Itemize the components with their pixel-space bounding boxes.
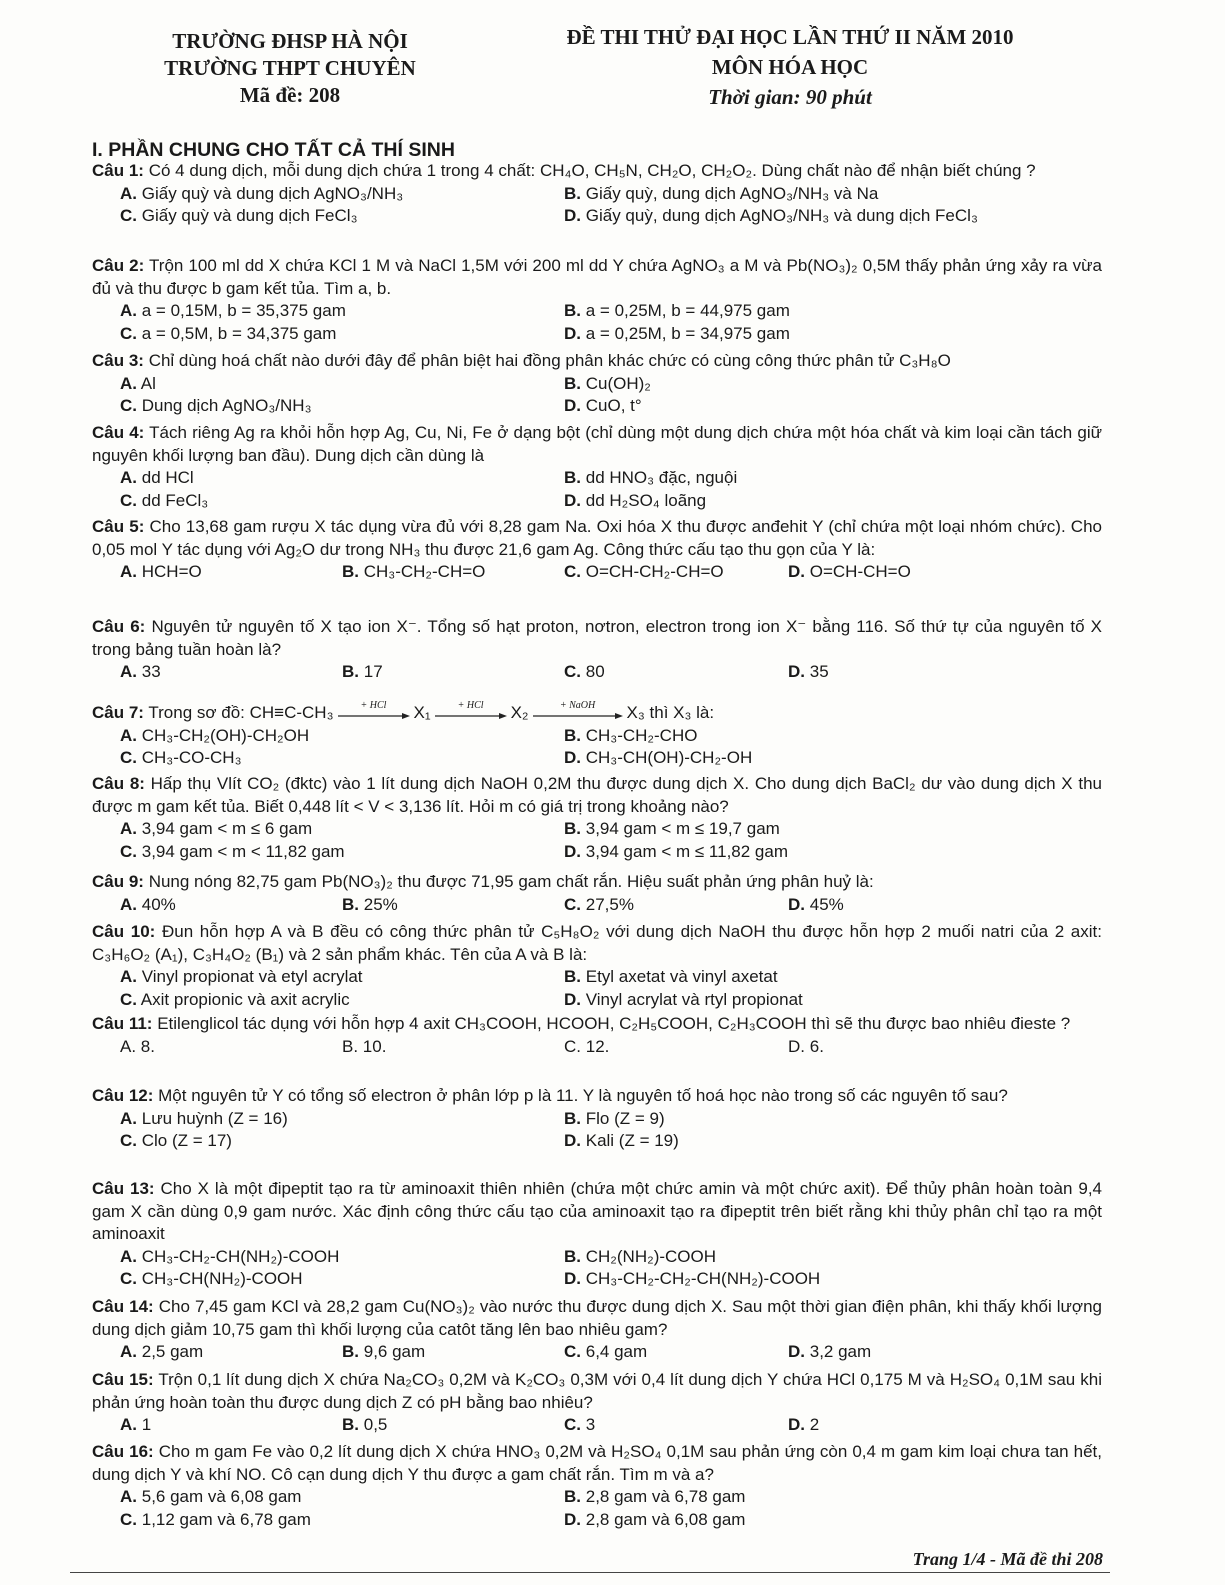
- option-c[interactable]: C. dd FeCl₃: [120, 490, 209, 510]
- question-label: Câu 3:: [92, 351, 144, 370]
- option-c[interactable]: C. 27,5%: [564, 894, 634, 914]
- question-label: Câu 14:: [92, 1297, 154, 1316]
- question-text: Nguyên tử nguyên tố X tạo ion X⁻. Tổng số hạt proton, nơtron, electron trong ion X⁻ bằng 116. Số thứ tự của nguyên tố X trong bảng tuần hoàn là?: [92, 617, 1102, 659]
- question-3: [92, 350, 1102, 418]
- question-text: Etilenglicol tác dụng với hỗn hợp 4 axit CH₃COOH, HCOOH, C₂H₅COOH, C₂H₃COOH thì sẽ thu được bao nhiêu đieste ?: [152, 1014, 1071, 1033]
- question-label: Câu 6:: [92, 617, 146, 636]
- option-d[interactable]: D. 2,8 gam và 6,08 gam: [564, 1509, 746, 1529]
- exam-subject: MÔN HÓA HỌC: [711, 55, 869, 79]
- question-label: Câu 12:: [92, 1086, 154, 1105]
- option-d[interactable]: D. CuO, t°: [564, 396, 642, 415]
- option-a[interactable]: A. 1: [120, 1415, 152, 1434]
- option-a[interactable]: A. 8.: [120, 1036, 155, 1056]
- exam-time: Thời gian: 90 phút: [708, 85, 872, 109]
- question-text: Có 4 dung dịch, mỗi dung dịch chứa 1 trong 4 chất: CH₄O, CH₅N, CH₂O, CH₂O₂. Dùng chất nào để nhận biết chúng ?: [143, 161, 1036, 180]
- option-a[interactable]: A. Giấy quỳ và dung dịch AgNO₃/NH₃: [120, 183, 404, 203]
- option-c[interactable]: C. a = 0,5M, b = 34,375 gam: [120, 323, 337, 343]
- exam-header: [530, 22, 1050, 112]
- question-text: Đun hỗn hợp A và B đều có công thức phân tử C₅H₈O₂ với dung dịch NaOH thu được hỗn hợp 2 muối natri của 2 axit: C₃H₆O₂ (A₁), C₃H₄O₂ (B₁) và 2 sản phẩm khác. Tên của A và B là:: [92, 922, 1102, 964]
- option-d[interactable]: D. CH₃-CH(OH)-CH₂-OH: [564, 748, 753, 767]
- exam-code: Mã đề: 208: [239, 83, 341, 107]
- section-title: I. PHẦN CHUNG CHO TẤT CẢ THÍ SINH: [92, 139, 455, 161]
- option-b[interactable]: B. 3,94 gam < m ≤ 19,7 gam: [564, 819, 780, 838]
- option-a[interactable]: A. dd HCl: [120, 468, 194, 487]
- question-label: Câu 4:: [92, 423, 145, 442]
- option-d[interactable]: D. CH₃-CH₂-CH₂-CH(NH₂)-COOH: [564, 1269, 821, 1288]
- question-text: Cho X là một đipeptit tạo ra từ aminoaxit thiên nhiên (chứa một chức amin và một chức axit). Để thủy phân hoàn toàn 9,4 gam X cần dùng 0,9 gam nước. Xác định công thức cấu tạo của aminoaxit tạo ra đipeptit trên biết rằng khi thủy phân chỉ tạo ra một aminoaxit: [92, 1179, 1102, 1243]
- question-12: [92, 1085, 1102, 1153]
- option-a[interactable]: A. CH₃-CH₂(OH)-CH₂OH: [120, 725, 310, 745]
- option-b[interactable]: B. CH₃-CH₂-CHO: [564, 725, 698, 745]
- question-label: Câu 16:: [92, 1442, 154, 1461]
- option-c[interactable]: C. 3: [564, 1415, 596, 1434]
- option-d[interactable]: D. 3,94 gam < m ≤ 11,82 gam: [564, 841, 788, 861]
- question-text: Cho 7,45 gam KCl và 28,2 gam Cu(NO₃)₂ vào nước thu được dung dịch X. Sau một thời gian điện phân, khi thấy khối lượng dung dịch giảm 10,75 gam thì khối lượng của catôt tăng lên bao nhiêu gam?: [92, 1297, 1102, 1339]
- option-a[interactable]: A. 3,94 gam < m ≤ 6 gam: [120, 819, 313, 838]
- question-text: Trộn 0,1 lít dung dịch X chứa Na₂CO₃ 0,2M và K₂CO₃ 0,3M với 0,4 lít dung dịch Y chứa HCl 0,175 M và H₂SO₄ 0,1M sau khi phản ứng hoàn toàn thu được dung dịch Z có pH bằng bao nhiêu?: [92, 1370, 1102, 1412]
- question-label: Câu 15:: [92, 1370, 154, 1389]
- option-a[interactable]: A. 5,6 gam và 6,08 gam: [120, 1487, 302, 1506]
- option-a[interactable]: A. 33: [120, 662, 161, 681]
- option-a[interactable]: A. Vinyl propionat và etyl acrylat: [120, 967, 363, 986]
- option-c[interactable]: C. CH₃-CH(NH₂)-COOH: [120, 1269, 303, 1288]
- option-c[interactable]: C. O=CH-CH₂-CH=O: [564, 562, 724, 581]
- question-label: Câu 2:: [92, 256, 145, 275]
- question-label: Câu 11:: [92, 1014, 153, 1033]
- option-b[interactable]: B. 0,5: [342, 1415, 388, 1434]
- option-b[interactable]: B. 2,8 gam và 6,78 gam: [564, 1487, 746, 1506]
- option-d[interactable]: D. Vinyl acrylat và rtyl propionat: [564, 989, 803, 1009]
- school-name: TRƯỜNG ĐHSP HÀ NỘI: [172, 29, 408, 53]
- option-b[interactable]: B. 25%: [342, 894, 398, 914]
- option-d[interactable]: D. a = 0,25M, b = 34,975 gam: [564, 323, 790, 343]
- option-b[interactable]: B. Flo (Z = 9): [564, 1108, 665, 1128]
- option-d[interactable]: D. 6.: [788, 1036, 824, 1056]
- question-label: Câu 9:: [92, 872, 144, 891]
- option-d[interactable]: D. 45%: [788, 894, 844, 914]
- option-b[interactable]: B. 10.: [342, 1036, 387, 1056]
- option-a[interactable]: A. 40%: [120, 894, 176, 914]
- question-7: [92, 699, 1102, 770]
- footer-rule: [70, 1572, 1110, 1573]
- reaction-scheme: Câu 7: Trong sơ đồ: CH≡C-CH₃ + HCl X₁ + HCl X₂ + NaOH X₃ thì X₃ là:: [92, 699, 715, 722]
- option-a[interactable]: A. 2,5 gam: [120, 1342, 204, 1361]
- reaction-arrow: + HCl: [338, 705, 410, 723]
- question-10: [92, 921, 1102, 1011]
- question-15: [92, 1369, 1102, 1437]
- question-label: Câu 1:: [92, 161, 144, 180]
- option-d[interactable]: D. dd H₂SO₄ loãng: [564, 490, 707, 510]
- exam-title: ĐỀ THI THỬ ĐẠI HỌC LẦN THỨ II NĂM 2010: [566, 25, 1014, 49]
- option-a[interactable]: A. Al: [120, 373, 156, 393]
- option-b[interactable]: B. 17: [342, 662, 383, 681]
- question-4: [92, 422, 1102, 512]
- question-16: [92, 1441, 1102, 1531]
- option-b[interactable]: B. Cu(OH)₂: [564, 373, 651, 393]
- question-label: Câu 8:: [92, 774, 145, 793]
- question-text: Một nguyên tử Y có tổng số electron ở phân lớp p là 11. Y là nguyên tố hoá học nào trong số các nguyên tố sau?: [153, 1086, 1008, 1105]
- option-c[interactable]: C. Giấy quỳ và dung dịch FeCl₃: [120, 206, 358, 225]
- option-c[interactable]: C. 3,94 gam < m < 11,82 gam: [120, 841, 345, 861]
- option-b[interactable]: B. a = 0,25M, b = 44,975 gam: [564, 301, 790, 320]
- question-13: [92, 1178, 1102, 1291]
- option-b[interactable]: B. Giấy quỳ, dung dịch AgNO₃/NH₃ và Na: [564, 183, 879, 203]
- question-text: Tách riêng Ag ra khỏi hỗn hợp Ag, Cu, Ni, Fe ở dạng bột (chỉ dùng một dung dịch chứa một hóa chất và kim loại cần tách giữ nguyên khối lượng ban đầu). Dung dịch cần dùng là: [92, 423, 1102, 465]
- option-d[interactable]: D. 35: [788, 662, 829, 681]
- question-9: [92, 871, 1102, 916]
- option-c[interactable]: C. Dung dịch AgNO₃/NH₃: [120, 396, 312, 415]
- option-d[interactable]: D. Kali (Z = 19): [564, 1131, 679, 1150]
- option-c[interactable]: C. 6,4 gam: [564, 1342, 648, 1361]
- question-text: Nung nóng 82,75 gam Pb(NO₃)₂ thu được 71,95 gam chất rắn. Hiệu suất phản ứng phân huỷ là:: [143, 872, 874, 891]
- option-b[interactable]: B. Etyl axetat và vinyl axetat: [564, 967, 778, 986]
- option-b[interactable]: B. CH₃-CH₂-CH=O: [342, 562, 486, 581]
- question-text: Chỉ dùng hoá chất nào dưới đây để phân biệt hai đồng phân khác chức có cùng công thức phân tử C₃H₈O: [143, 351, 951, 370]
- option-d[interactable]: D. 3,2 gam: [788, 1342, 872, 1361]
- question-text: Cho m gam Fe vào 0,2 lít dung dịch X chứa HNO₃ 0,2M và H₂SO₄ 0,1M sau phản ứng còn 0,4 m gam kim loại chưa tan hết, dung dịch Y và khí NO. Cô cạn dung dịch Y thu được a gam chất rắn. Tìm m và a?: [92, 1442, 1102, 1484]
- option-c[interactable]: C. Axit propionic và axit acrylic: [120, 989, 350, 1009]
- question-label: Câu 10:: [92, 922, 156, 941]
- option-b[interactable]: B. CH₂(NH₂)-COOH: [564, 1246, 717, 1266]
- option-b[interactable]: B. dd HNO₃ đặc, nguội: [564, 468, 738, 487]
- question-2: [92, 255, 1102, 345]
- school-header: [150, 28, 430, 109]
- option-d[interactable]: D. O=CH-CH=O: [788, 562, 911, 581]
- option-c[interactable]: C. CH₃-CO-CH₃: [120, 748, 242, 767]
- option-c[interactable]: C. Clo (Z = 17): [120, 1131, 232, 1150]
- option-c[interactable]: C. 12.: [564, 1036, 610, 1056]
- option-c[interactable]: C. 80: [564, 662, 605, 681]
- option-a[interactable]: A. CH₃-CH₂-CH(NH₂)-COOH: [120, 1246, 340, 1266]
- option-d[interactable]: D. Giấy quỳ, dung dịch AgNO₃/NH₃ và dung dịch FeCl₃: [564, 206, 978, 225]
- page-footer: Trang 1/4 - Mã đề thi 208: [912, 1549, 1103, 1569]
- option-b[interactable]: B. 9,6 gam: [342, 1342, 426, 1361]
- school-sub-name: TRƯỜNG THPT CHUYÊN: [164, 56, 416, 80]
- question-8: [92, 773, 1102, 863]
- question-text: Hấp thụ Vlít CO₂ (đktc) vào 1 lít dung dịch NaOH 0,2M thu được dung dịch X. Cho dung dịch BaCl₂ dư vào dung dịch X thu được m gam kết tủa. Biết 0,448 lít < V < 3,136 lít. Hỏi m có giá trị trong khoảng nào?: [92, 774, 1102, 816]
- reaction-arrow: + HCl: [435, 705, 507, 723]
- reaction-arrow: + NaOH: [533, 705, 623, 723]
- question-11: [92, 1013, 1102, 1058]
- option-a[interactable]: A. HCH=O: [120, 562, 202, 581]
- option-a[interactable]: A. Lưu huỳnh (Z = 16): [120, 1108, 288, 1128]
- question-label: Câu 5:: [92, 517, 145, 536]
- question-text: Cho 13,68 gam rượu X tác dụng vừa đủ với 8,28 gam Na. Oxi hóa X thu được anđehit Y (chỉ chứa một loại nhóm chức). Cho 0,05 mol Y tác dụng với Ag₂O dư trong NH₃ thu được 21,6 gam Ag. Công thức cấu tạo thu gọn của Y là:: [92, 517, 1102, 559]
- question-1: [92, 160, 1102, 228]
- option-d[interactable]: D. 2: [788, 1415, 820, 1434]
- question-14: [92, 1296, 1102, 1364]
- question-label: Câu 13:: [92, 1179, 155, 1198]
- question-6: [92, 616, 1102, 684]
- question-text: Trộn 100 ml dd X chứa KCl 1 M và NaCl 1,5M với 200 ml dd Y chứa AgNO₃ a M và Pb(NO₃)₂ 0,5M thấy phản ứng xảy ra vừa đủ và thu được b gam kết tủa. Tìm a, b.: [92, 256, 1102, 298]
- option-a[interactable]: A. a = 0,15M, b = 35,375 gam: [120, 301, 346, 320]
- question-label: Câu 7:: [92, 703, 144, 722]
- question-5: [92, 516, 1102, 584]
- option-c[interactable]: C. 1,12 gam và 6,78 gam: [120, 1509, 311, 1529]
